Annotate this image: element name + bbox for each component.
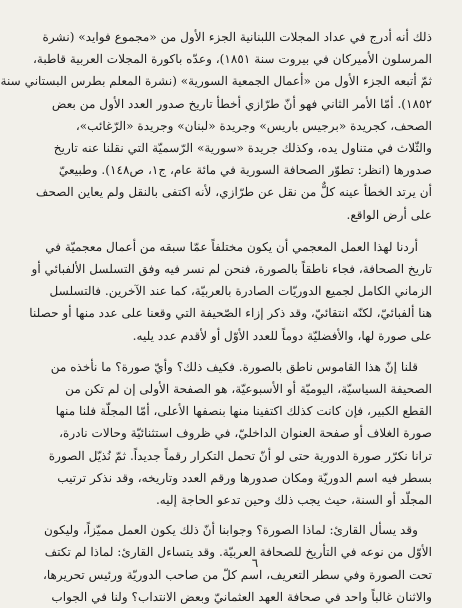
paragraph-3 [48,356,432,511]
text-line: والثّلاث في متناول يده، وكذلك جريدة «سورية» الرّسميّة التي نقلنا عنه تاريخ [53,141,432,156]
text-line: وقد يسأل القارئ: لماذا الصورة؟ وجوابنا أنّ ذلك يكون العمل مميّزاً، وليكون [44,523,418,538]
text-line: صدورها (انظر: تطوّر الصحافة السورية في مائة عام، ج١، ص١٤٨). وطبيعيّ [58,163,432,178]
text-line: ثمّ أتبعه الجزء الأول من «أعمال الجمعية السورية» (نشرة المعلم بطرس البستاني سنة [0,74,432,89]
text-line: قلنا إنّ هذا القاموس ناطق بالصورة. فكيف ذلك؟ وأيّ صورة؟ ما نأخذه من [50,359,418,374]
page-number: ٦ [251,556,259,570]
text-line: ذلك أنه أدرج في عداد المجلات اللبنانية الجزء الأول من «مجموع فوايد» (نشرة [42,30,432,44]
text-line: المرسلون الأميركان في بيروت سنة ١٨٥١)، وعدّه باكورة المجلات العربية قاطبة، [32,52,432,67]
text-line: على أرض الواقع. [346,207,432,222]
text-line: بسطر فيه اسم الدوريّة ومكان صدورها ورقم العدد وتاريخه، وقد نذكر ترتيب [57,470,432,485]
text-line: الزماني الكامل لجميع الدوريّات الصادرة بالعربيّة، كما عند الآخرين. فالتسلسل [49,284,432,299]
text-line: تاريخ الصحافة، فجاء ناطقاً بالصورة، فنحن لم نسر فيه وفق التسلسل الألفبائي أو [31,262,432,277]
text-line: على صورة لها، والأفضليّة دوماً للعدد الأوّل أو لأقدم عدد يليه. [132,328,432,343]
paragraph-1 [0,26,432,226]
text-line: المجلّد أو السنة، حيث يجب ذلك وحين تدعو الحاجة إليه. [155,493,432,508]
text-line: الصحف، كجريدة «برجيس باريس» وجريدة «لبنان» وجريدة «الرّغائب»، [75,118,432,133]
text-line: صورة الغلاف أو صفحة العنوان الداخليّ، في ظروف استثنائيّة وحالات نادرة، [59,426,432,441]
text-line: أردنا لهذا العمل المعجمي أن يكون مختلفاً عمّا سبقه من أعمال معجميّة في [45,239,418,254]
text-line: القطع الكبير، فإن كانت كذلك اكتفينا منها بنصفها الأعلى، أمّا المجلّة فلنا منها [55,404,432,419]
text-line: هنا ألفبائيّ، لكنّه انتقائيّ، وقد ذكر إزاء الصّحيفة التي وقعنا على عدد منها أو حصلنا [29,306,432,321]
text-line: أن يرتد الخطأ عينه كلٌّ من نقل عن طرّازي، لأنه اكتفى بالنقل ولم يعاين الصحف [35,185,432,200]
text-line: الأوّل من نوعه في التأريخ للصحافة العربيّة. وقد يتساءل القارئ: لماذا لم تكتف [44,545,432,560]
text-line: ترانا نكرّر صورة الدورية حتى لو أنّ تحمل التكرار رقماً جديداً. ثمّ نُذيّل الصورة [48,448,432,463]
text-line: ١٨٥٢). أمّا الأمر الثاني فهو أنّ طرّازي أخطأ تاريخ صدور العدد الأول من بعض [51,96,432,111]
text-line: الصحيفة السياسيّة، اليوميّة أو الأسبوعيّة، هو الصفحة الأولى إن لم تكن من [65,382,432,397]
text-line: تحت الصورة وفي سطر التعريف، اسم كلّ من صاحب الدوريّة ورئيس تحريرها، [42,567,432,582]
paragraph-2 [29,236,432,347]
text-line: والاثنان غالباً واحد في صحافة العهد العثمانيّ وبعض الانتداب؟ ولنا في الجواب [51,589,432,604]
